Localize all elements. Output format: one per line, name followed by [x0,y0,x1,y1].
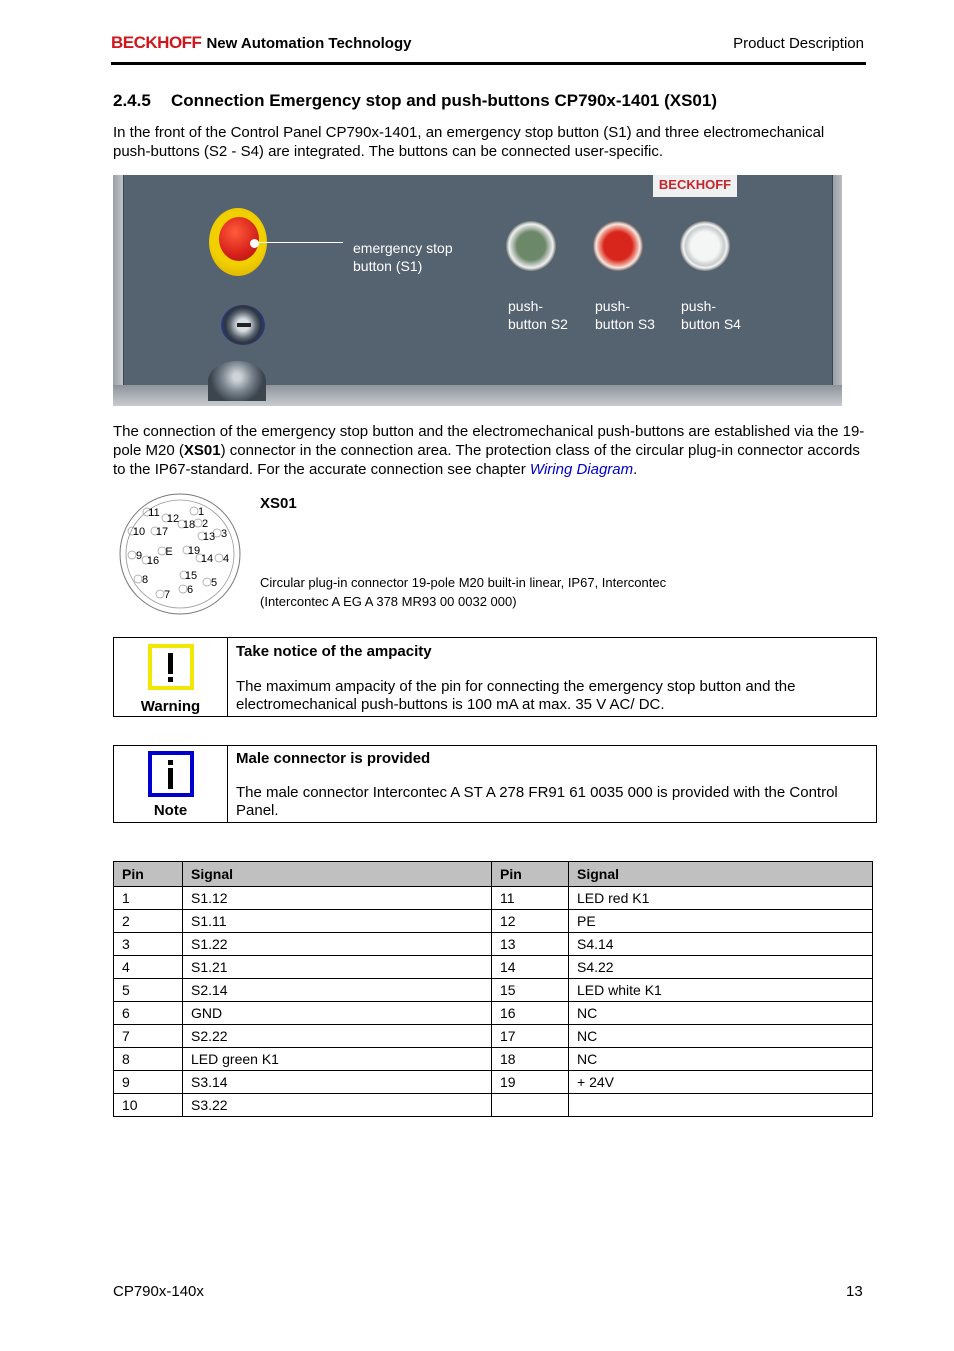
connection-text-bold: XS01 [183,442,221,459]
pin-assignment-table [113,861,873,1117]
table-cell: S3.22 [183,1094,492,1117]
s3-label-line1: push- [595,298,631,314]
table-cell: 4 [114,956,183,979]
pin-socket [134,575,142,583]
pin-label: 6 [186,584,194,596]
table-cell: 8 [114,1048,183,1071]
wiring-diagram-link[interactable]: Wiring Diagram [529,461,634,478]
header-rule [111,62,866,65]
push-button-s4 [680,221,730,271]
pin-socket [203,578,211,586]
warning-label: Warning [140,698,201,715]
pin-label: 4 [222,553,230,565]
table-cell: S1.22 [183,933,492,956]
footer-doc-name: CP790x-140x [113,1283,204,1300]
connector-desc-line1: Circular plug-in connector 19-pole M20 built-in linear, IP67, Intercontec [260,575,667,590]
pin-label: 18 [182,519,196,531]
table-cell: 9 [114,1071,183,1094]
panel-logo: BECKHOFF [653,175,737,197]
estop-label-line2: button (S1) [353,258,423,274]
table-row [114,1025,873,1048]
pin-label: 16 [146,555,160,567]
pin-label: 10 [132,526,146,538]
table-cell: 19 [492,1071,569,1094]
note-label: Note [153,802,188,819]
table-cell: 6 [114,1002,183,1025]
table-cell: S2.22 [183,1025,492,1048]
table-row [114,887,873,910]
s4-label-line1: push- [681,298,717,314]
table-cell: PE [569,910,873,933]
estop-label [353,239,453,275]
estop-label-line1: emergency stop [353,240,453,256]
table-cell: 12 [492,910,569,933]
estop-callout-dot [250,239,259,248]
s3-label-line2: button S3 [595,316,655,332]
table-cell: 5 [114,979,183,1002]
table-cell: S3.14 [183,1071,492,1094]
table-cell: 17 [492,1025,569,1048]
footer-page-number: 13 [846,1283,863,1300]
logo-brand: BECKHOFF [111,33,202,52]
table-cell: 7 [114,1025,183,1048]
table-cell: 15 [492,979,569,1002]
s2-label [508,297,568,333]
table-cell: S1.12 [183,887,492,910]
beckhoff-logo [111,33,411,53]
info-icon [148,751,194,797]
table-cell [569,1094,873,1117]
warning-icon-cell [114,638,228,716]
table-cell: S4.14 [569,933,873,956]
pin-label: 9 [135,550,143,562]
table-cell: S1.21 [183,956,492,979]
connector-pins [128,506,229,601]
table-row [114,1048,873,1071]
table-cell: S4.22 [569,956,873,979]
table-cell: 16 [492,1002,569,1025]
pin-label: 7 [163,589,171,601]
s2-label-line2: button S2 [508,316,568,332]
intro-paragraph: In the front of the Control Panel CP790x-1401, an emergency stop button (S1) and three electromechanical push-buttons (S2 - S4) are integrated. The buttons can be connected user-specific. [113,124,825,160]
control-panel-photo [113,175,842,406]
table-cell: LED green K1 [183,1048,492,1071]
table-row [114,1002,873,1025]
warning-title: Take notice of the ampacity [236,643,432,660]
table-cell: 2 [114,910,183,933]
connector-pinout-diagram [117,488,247,616]
pin-label: 13 [202,531,216,543]
pin-socket [190,507,198,515]
table-row [114,956,873,979]
table-cell: 3 [114,933,183,956]
connector-desc-line2: (Intercontec A EG A 378 MR93 00 0032 000) [260,594,517,609]
note-text: The male connector Intercontec A ST A 278 FR91 61 0035 000 is provided with the Control Panel. [236,784,838,819]
estop-callout-line [259,242,343,243]
pin-label: 12 [166,513,180,525]
section-number: 2.4.5 [113,91,151,110]
connector-title: XS01 [260,495,297,512]
table-cell: 11 [492,887,569,910]
table-row [114,910,873,933]
col-header-signal-2: Signal [569,862,873,887]
table-cell: 10 [114,1094,183,1117]
pin-label: 15 [184,570,198,582]
pin-label: 17 [155,526,169,538]
pin-socket [156,590,164,598]
table-cell: + 24V [569,1071,873,1094]
pin-label: 3 [220,528,228,540]
pin-label: 1 [197,506,205,518]
connector-description [260,573,666,611]
s4-label-line2: button S4 [681,316,741,332]
connection-text-1: The connection of the emergency stop button and the electromechanical push-buttons are established via the 19-pole M20 ( [113,423,865,459]
pin-label: E [165,546,173,558]
s2-label-line1: push- [508,298,544,314]
table-cell: LED red K1 [569,887,873,910]
table-row [114,979,873,1002]
col-header-signal: Signal [183,862,492,887]
pin-socket [179,585,187,593]
pin-socket [128,551,136,559]
connection-text-2: ) connector in the connection area. The protection class of the circular plug-in connector accords to the IP67-standard. For the accurate connection see chapter [113,442,860,478]
section-title: Connection Emergency stop and push-buttons CP790x-1401 (XS01) [171,91,718,110]
table-cell: S2.14 [183,979,492,1002]
warning-box [113,637,877,717]
key-slot [237,323,251,327]
connector-plug [208,361,266,401]
push-button-s3 [593,221,643,271]
table-cell: NC [569,1002,873,1025]
pin-label: 11 [148,507,160,519]
table-row [114,1071,873,1094]
pin-socket [215,554,223,562]
note-title: Male connector is provided [236,750,431,767]
table-cell: 13 [492,933,569,956]
warning-text: The maximum ampacity of the pin for connecting the emergency stop button and the electromechanical push-buttons is 100 mA at max. 35 V AC/ DC. [236,678,796,713]
warning-icon [148,644,194,690]
table-cell: 1 [114,887,183,910]
table-cell: NC [569,1025,873,1048]
table-cell: NC [569,1048,873,1071]
logo-tagline: New Automation Technology [206,35,412,52]
table-cell: LED white K1 [569,979,873,1002]
pin-label: 5 [210,577,218,589]
note-box [113,745,877,823]
note-icon-cell [114,746,228,822]
table-row [114,933,873,956]
table-header-row [114,862,873,887]
table-cell: 14 [492,956,569,979]
pin-socket [194,519,202,527]
pin-label: 14 [200,553,214,565]
table-cell: S1.11 [183,910,492,933]
table-cell: 18 [492,1048,569,1071]
pin-label: 2 [201,518,209,530]
connection-paragraph [113,422,869,479]
push-button-s2 [506,221,556,271]
section-heading [113,91,717,111]
table-cell [492,1094,569,1117]
table-row [114,1094,873,1117]
pin-label: 19 [187,545,201,557]
s4-label [681,297,741,333]
pin-label: 8 [141,574,149,586]
header-section: Product Description [733,35,864,52]
connection-text-end: . [633,461,638,478]
col-header-pin-2: Pin [492,862,569,887]
table-cell: GND [183,1002,492,1025]
col-header-pin: Pin [114,862,183,887]
s3-label [595,297,655,333]
